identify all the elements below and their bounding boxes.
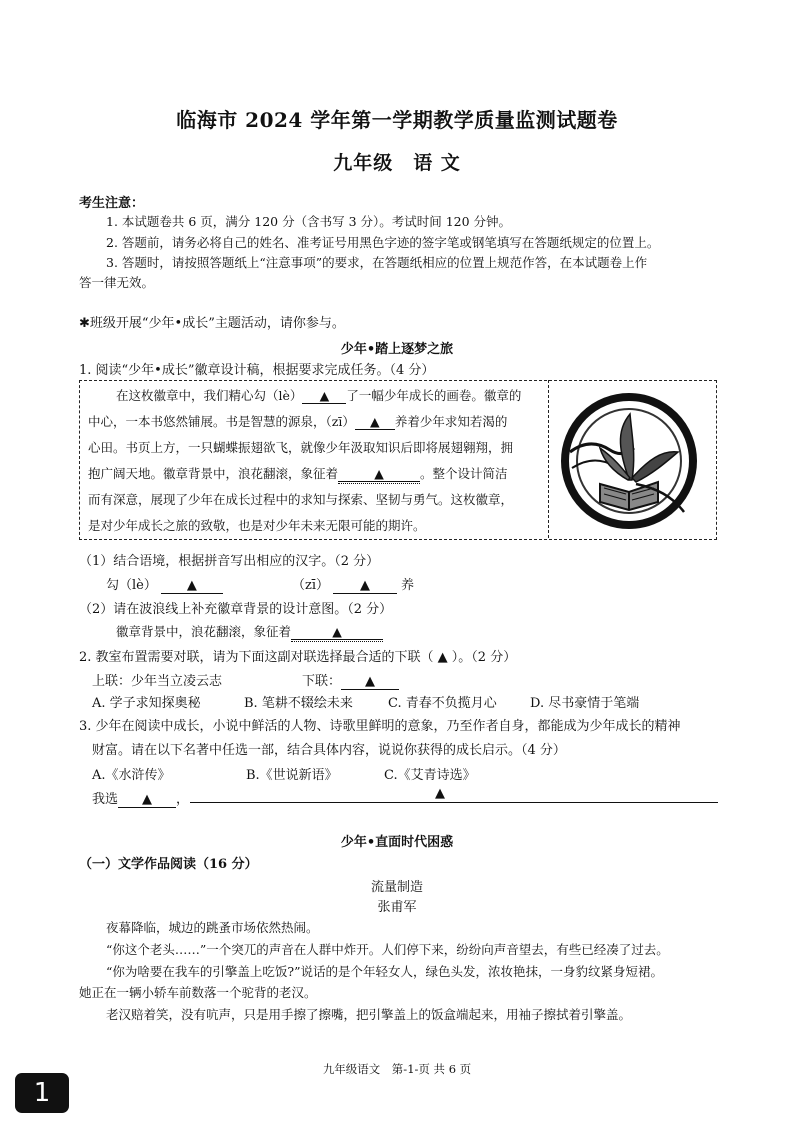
page-footer: 九年级语文 第-1-页 共 6 页 xyxy=(322,1062,472,1076)
box-line-3: 心田。书页上方，一只蝴蝶振翅欲飞，就像少年汲取知识后即将展翅翱翔，拥 xyxy=(88,440,514,455)
couplet-lower-label: 下联： xyxy=(302,674,342,689)
story-paragraph-3-cont: 她正在一辆小轿车前数落一个驼背的老汉。 xyxy=(79,985,317,1000)
q1-2-answer-row xyxy=(116,622,383,640)
answer-blank-le-2[interactable] xyxy=(161,578,223,594)
q3-choose-label: 我选 xyxy=(92,792,119,807)
notice-item-2: 2. 答题前，请务必将自己的姓名、准考证号用黑色字迹的签字笔或钢笔填写在答题纸规定的位置上。 xyxy=(106,235,660,250)
answer-line-long[interactable] xyxy=(190,802,718,803)
question-1-2: （2）请在波浪线上补充徽章背景的设计意图。（2 分） xyxy=(79,602,393,617)
blank-marker: ▲ xyxy=(142,792,153,807)
question-3: 3. 少年在阅读中成长，小说中鲜活的人物、诗歌里鲜明的意象，乃至作者自身，都能成为少年成长的精神 xyxy=(79,719,681,734)
answer-wavy-blank-2[interactable] xyxy=(291,624,383,640)
couplet-lower-row xyxy=(302,670,399,690)
answer-blank-zi[interactable] xyxy=(355,414,395,430)
q3-option-b[interactable]: B.《世说新语》 xyxy=(246,768,338,783)
notice-item-3-cont: 答一律无效。 xyxy=(79,275,155,290)
notice-heading: 考生注意： xyxy=(79,196,145,211)
blank-marker: ▲ xyxy=(370,414,380,429)
blank-marker: ▲ xyxy=(360,578,371,593)
q2-option-d[interactable]: D. 尽书豪情于笔端 xyxy=(530,696,640,711)
question-2: 2. 教室布置需要对联，请为下面这副对联选择最合适的下联（ ▲ ）。（2 分） xyxy=(79,650,517,665)
badge-illustration xyxy=(560,392,698,530)
box-line-1b: 了一幅少年成长的画卷。徽章的 xyxy=(346,388,522,403)
section2-heading: 少年•直面时代困惑 xyxy=(340,835,454,850)
story-paragraph-1: 夜幕降临，城边的跳蚤市场依然热闹。 xyxy=(106,920,319,935)
blank-marker: ▲ xyxy=(186,578,197,593)
section1-heading: 少年•踏上逐梦之旅 xyxy=(340,342,454,357)
notice-item-1: 1. 本试题卷共 6 页，满分 120 分（含书写 3 分）。考试时间 120 分钟。 xyxy=(106,214,512,229)
q1-2-prompt: 徽章背景中，浪花翻滚，象征着 xyxy=(116,624,292,639)
answer-blank-le[interactable] xyxy=(302,388,346,404)
box-line-6: 是对少年成长之旅的致敬，也是对少年未来无限可能的期许。 xyxy=(88,518,426,533)
box-line-5: 而有深意，展现了少年在成长过程中的求知与探索、坚韧与勇气。这枚徽章， xyxy=(88,492,514,507)
activity-intro: ✱班级开展“少年•成长”主题活动，请你参与。 xyxy=(79,316,345,331)
story-paragraph-2: “你这个老头……”一个突兀的声音在人群中炸开。人们停下来，纷纷向声音望去，有些已经凑了过去。 xyxy=(106,942,669,957)
question-3-cont: 财富。请在以下名著中任选一部，结合具体内容，说说你获得的成长启示。（4 分） xyxy=(92,743,566,758)
answer-blank-couplet[interactable] xyxy=(341,674,399,690)
page-number-badge: 1 xyxy=(15,1073,69,1113)
box-line-1 xyxy=(116,386,571,404)
blank-marker: ▲ xyxy=(319,388,330,403)
box-line-2a: 中心，一本书悠然铺展。书是智慧的源泉，（zī） xyxy=(88,414,355,429)
q3-choice-row xyxy=(92,788,189,808)
box-line-4 xyxy=(88,464,543,482)
pinyin-le-label: 勾（lè） xyxy=(106,578,157,593)
story-paragraph-4: 老汉赔着笑，没有吭声，只是用手擦了擦嘴，把引擎盖上的饭盒端起来，用袖子擦拭着引擎盖。 xyxy=(106,1007,632,1022)
blank-marker: ▲ xyxy=(374,466,384,481)
box-line-4b: 。整个设计简洁 xyxy=(420,466,508,481)
q1-1-answer-row xyxy=(106,574,223,594)
couplet-upper: 上联：少年当立凌云志 xyxy=(92,674,223,689)
answer-blank-choice[interactable] xyxy=(118,792,176,808)
q1-1-answer-row-2 xyxy=(292,574,414,594)
pinyin-zi-label: （zī） xyxy=(292,578,330,593)
answer-blank-zi-2[interactable] xyxy=(333,578,397,594)
blank-marker: ▲ xyxy=(332,624,342,639)
comma: ， xyxy=(176,792,190,807)
q2-option-c[interactable]: C. 青春不负揽月心 xyxy=(388,696,497,711)
box-line-4a: 抱广阔天地。徽章背景中，浪花翻滚，象征着 xyxy=(88,466,339,481)
story-author: 张甫军 xyxy=(377,900,417,915)
box-line-1a: 在这枚徽章中，我们精心勾（lè） xyxy=(116,388,303,403)
part-1-heading: （一）文学作品阅读（16 分） xyxy=(79,857,258,872)
q3-option-a[interactable]: A.《水浒传》 xyxy=(92,768,171,783)
question-1-1: （1）结合语境，根据拼音写出相应的汉字。（2 分） xyxy=(79,554,380,569)
q3-option-c[interactable]: C.《艾青诗选》 xyxy=(384,768,476,783)
notice-item-3: 3. 答题时，请按照答题纸上“注意事项”的要求，在答题纸相应的位置上规范作答，在本试题卷上作 xyxy=(106,255,648,270)
q2-option-b[interactable]: B. 笔耕不辍绘未来 xyxy=(244,696,353,711)
box-line-2b: 养着少年求知若渴的 xyxy=(394,414,508,429)
answer-wavy-blank[interactable] xyxy=(338,466,420,482)
q2-option-a[interactable]: A. 学子求知探奥秘 xyxy=(92,696,201,711)
zi-suffix: 养 xyxy=(401,578,415,593)
blank-marker-long: ▲ xyxy=(435,786,445,801)
story-title: 流量制造 xyxy=(370,880,423,895)
question-1: 1. 阅读“少年•成长”徽章设计稿，根据要求完成任务。（4 分） xyxy=(79,363,435,378)
story-paragraph-3: “你为啥要在我车的引擎盖上吃饭?”说话的是个年轻女人，绿色头发，浓妆艳抹，一身豹纹紧身短裙。 xyxy=(106,964,663,979)
exam-title: 临海市 2024 学年第一学期教学质量监测试题卷 xyxy=(176,108,618,132)
box-line-2 xyxy=(88,412,543,430)
exam-subtitle: 九年级 语 文 xyxy=(333,152,461,174)
blank-marker: ▲ xyxy=(365,674,376,689)
